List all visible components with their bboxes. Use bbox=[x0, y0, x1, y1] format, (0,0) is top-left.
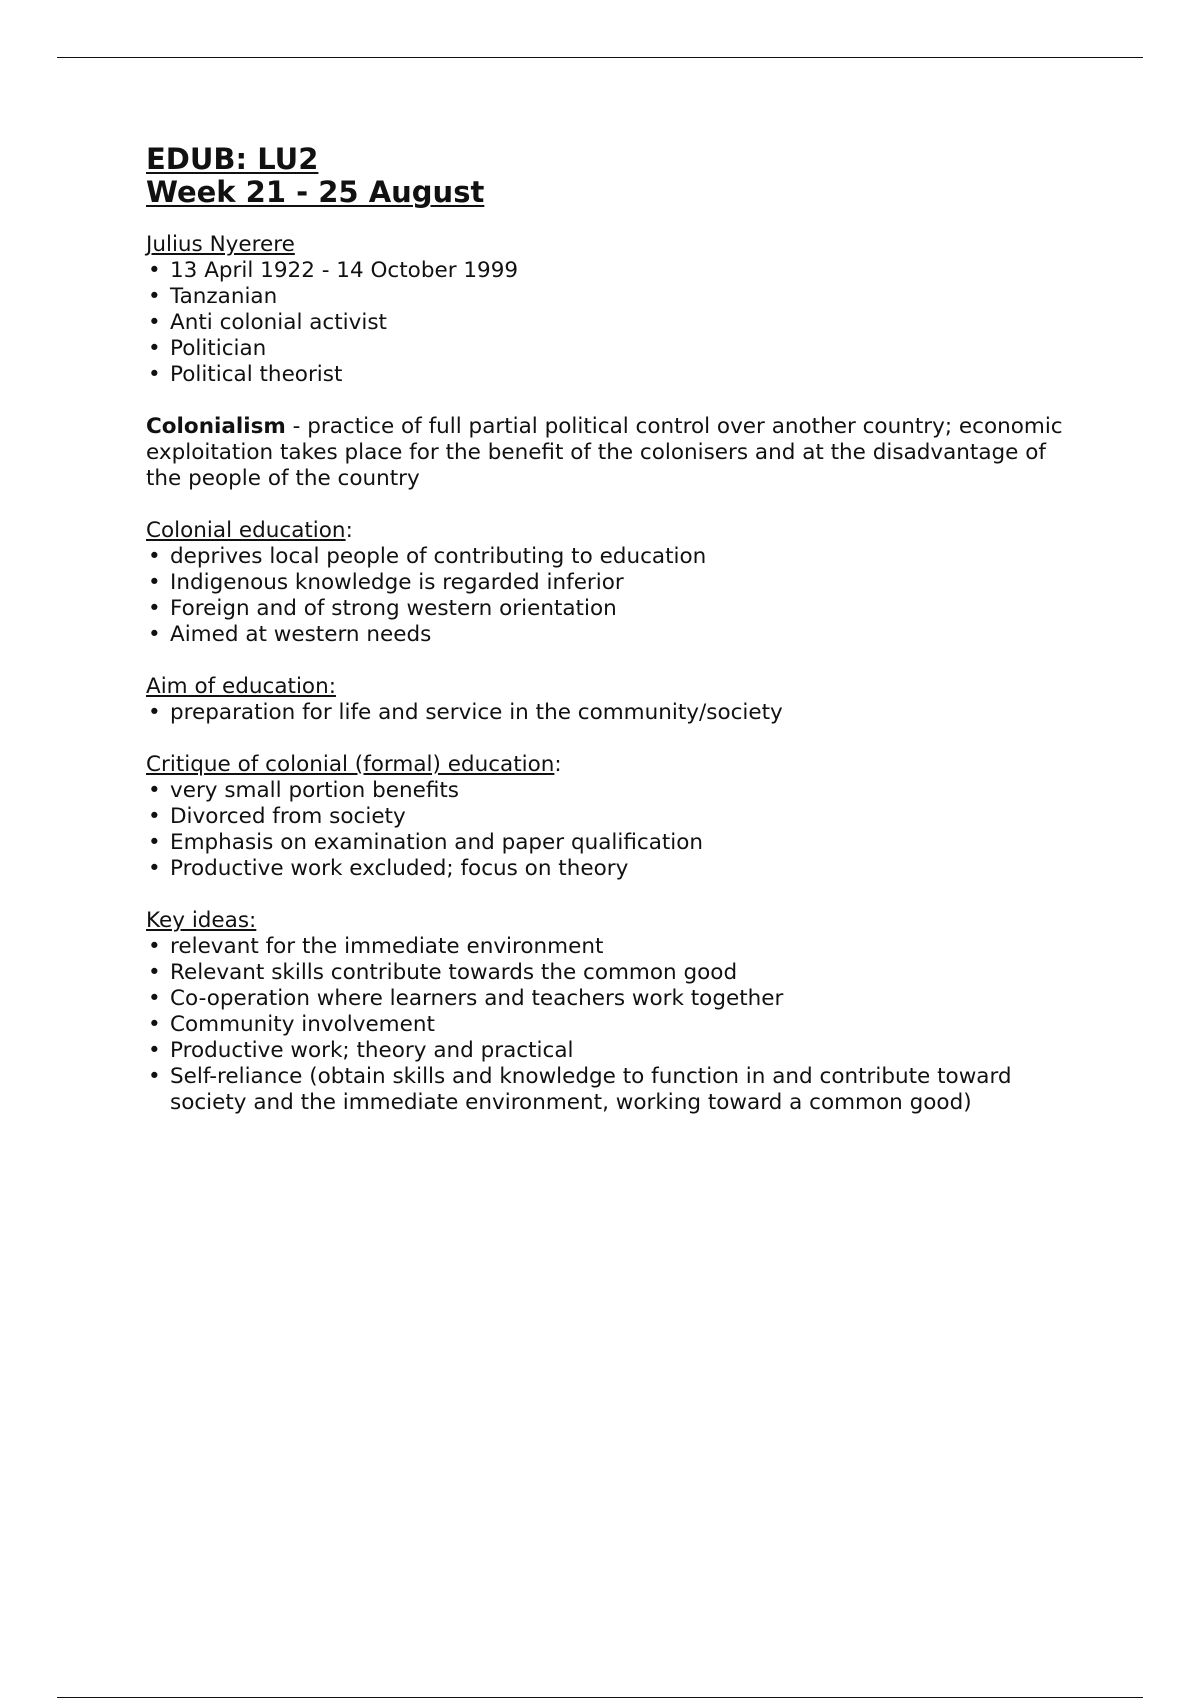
list-item: • Political theorist bbox=[146, 362, 1076, 388]
section-colonial-education bbox=[146, 518, 1076, 648]
list-item: • relevant for the immediate environment bbox=[146, 934, 1076, 960]
list-item: • Relevant skills contribute towards the common good bbox=[146, 960, 1076, 986]
list-item: • Co-operation where learners and teachers work together bbox=[146, 986, 1076, 1012]
list-item: • 13 April 1922 - 14 October 1999 bbox=[146, 258, 1076, 284]
list-item: • Self-reliance (obtain skills and knowledge to function in and contribute toward society and the immediate environment, working toward a common good) bbox=[146, 1064, 1076, 1116]
list-item: • Emphasis on examination and paper qualification bbox=[146, 830, 1076, 856]
list-item: • Indigenous knowledge is regarded inferior bbox=[146, 570, 1076, 596]
title-course: EDUB: LU2 bbox=[146, 142, 319, 176]
critique-heading: Critique of colonial (formal) education: bbox=[146, 752, 562, 777]
list-item: • Foreign and of strong western orientation bbox=[146, 596, 1076, 622]
list-item: • Tanzanian bbox=[146, 284, 1076, 310]
title-week: Week 21 - 25 August bbox=[146, 175, 485, 209]
key-ideas-heading: Key ideas: bbox=[146, 908, 257, 933]
bottom-rule bbox=[57, 1697, 1143, 1698]
list-item: • Productive work; theory and practical bbox=[146, 1038, 1076, 1064]
colonialism-definition: - practice of full partial political control over another country; economic exploitation takes place for the benefit of the colonisers and at the disadvantage of the people of the country bbox=[146, 414, 1063, 491]
section-aim-of-education bbox=[146, 674, 1076, 726]
colonial-education-list bbox=[146, 544, 1076, 648]
top-rule bbox=[57, 57, 1143, 58]
colonialism-term: Colonialism bbox=[146, 414, 286, 439]
list-item: • Anti colonial activist bbox=[146, 310, 1076, 336]
list-item: • Aimed at western needs bbox=[146, 622, 1076, 648]
section-person bbox=[146, 232, 1076, 388]
colonial-education-heading: Colonial education: bbox=[146, 518, 353, 543]
list-item: • Productive work excluded; focus on theory bbox=[146, 856, 1076, 882]
key-ideas-list bbox=[146, 934, 1076, 1116]
person-heading: Julius Nyerere bbox=[146, 232, 295, 257]
critique-list bbox=[146, 778, 1076, 882]
section-colonialism-definition bbox=[146, 414, 1076, 492]
document-body bbox=[146, 143, 1076, 1116]
list-item: • Community involvement bbox=[146, 1012, 1076, 1038]
list-item: • very small portion benefits bbox=[146, 778, 1076, 804]
list-item: • Divorced from society bbox=[146, 804, 1076, 830]
list-item: • preparation for life and service in the community/society bbox=[146, 700, 1076, 726]
list-item: • deprives local people of contributing to education bbox=[146, 544, 1076, 570]
person-list bbox=[146, 258, 1076, 388]
aim-of-education-list bbox=[146, 700, 1076, 726]
list-item: • Politician bbox=[146, 336, 1076, 362]
section-critique bbox=[146, 752, 1076, 882]
section-key-ideas bbox=[146, 908, 1076, 1116]
aim-of-education-heading: Aim of education: bbox=[146, 674, 336, 699]
